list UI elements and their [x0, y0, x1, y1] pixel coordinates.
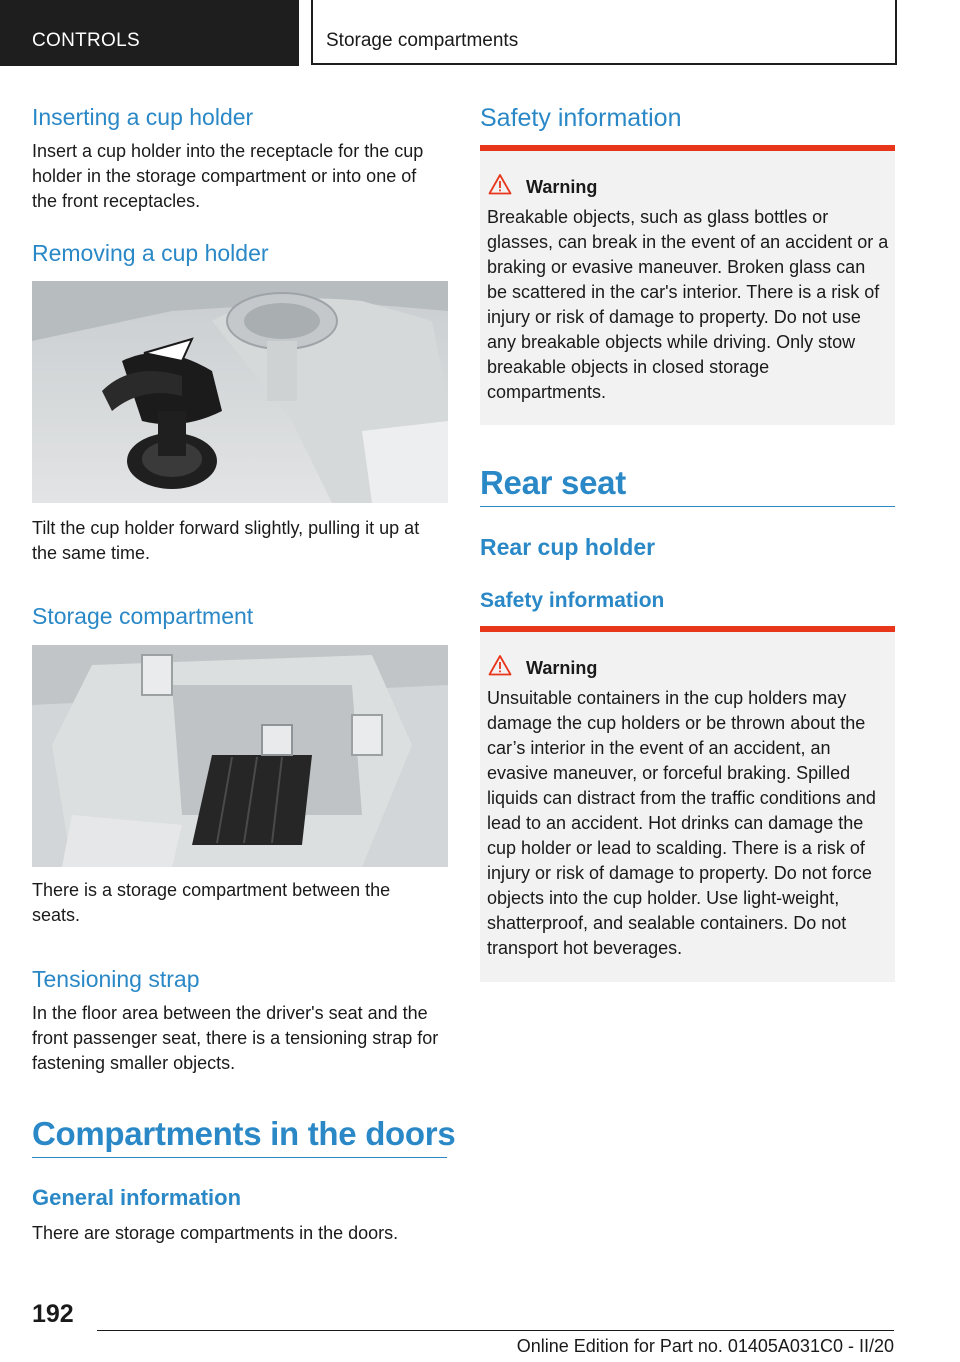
header-section-tab	[0, 0, 299, 66]
cup-holder-photo	[32, 281, 448, 503]
rear-safety-heading: Safety information	[480, 589, 665, 612]
header-chapter-box	[311, 0, 897, 65]
warning-triangle-icon	[488, 173, 512, 195]
warning-text: Breakable objects, such as glass bottles or glasses, can break in the event of an accident or a braking or evasive maneuver. Broken glass can be scattered in the car's interior. There is a risk of injury or risk of damage to property. Do not use any breakable objects while driving. Only stow breakable objects in closed storage compartments.	[487, 207, 889, 402]
header-section-label: CONTROLS	[32, 30, 140, 51]
warning-title: Warning	[526, 658, 598, 678]
storage-caption: There is a storage compartment between the seats.	[32, 880, 391, 925]
storage-compartment-illustration	[32, 645, 448, 867]
doors-heading: Compartments in the doors	[32, 1115, 456, 1152]
warning-box-breakable	[480, 145, 895, 425]
header-chapter-label: Storage compartments	[326, 30, 519, 51]
inserting-heading: Inserting a cup holder	[32, 104, 254, 130]
warning-title: Warning	[526, 177, 598, 197]
rear-cup-heading: Rear cup holder	[480, 534, 656, 560]
removing-caption: Tilt the cup holder forward slightly, pulling it up at the same time.	[32, 518, 420, 563]
rear-seat-heading: Rear seat	[480, 464, 626, 501]
storage-compartment-photo	[32, 645, 448, 867]
cup-holder-illustration	[32, 281, 448, 503]
doors-heading-rule	[32, 1157, 447, 1158]
page-number: 192	[32, 1300, 74, 1328]
rear-seat-rule	[480, 506, 895, 507]
warning-text: Unsuitable containers in the cup holders may damage the cup holders or be thrown about the car’s interior in the event of an accident, an evasive maneuver, or forceful braking. Spilled liquids can distract from the traffic conditions and lead to an accident. Hot drinks can damage the cup holder or lead to scalding. There is a risk of injury or risk of damage to property. Do not force objects into the cup holder. Use light-weight, shatterproof, and sealable containers. Do not transport hot beverages.	[487, 688, 876, 958]
inserting-text: Insert a cup holder into the receptacle for the cup holder in the storage compartment or into one of the front receptacles.	[32, 141, 424, 211]
warning-triangle-icon	[488, 654, 512, 676]
general-heading: General information	[32, 1185, 242, 1210]
removing-heading: Removing a cup holder	[32, 240, 269, 266]
storage-heading: Storage compartment	[32, 603, 254, 629]
footer-edition: Online Edition for Part no. 01405A031C0 - II/20	[516, 1336, 894, 1356]
safety-heading: Safety information	[480, 104, 682, 132]
strap-text: In the floor area between the driver's seat and the front passenger seat, there is a tensioning strap for fastening smaller objects.	[32, 1003, 439, 1073]
strap-heading: Tensioning strap	[32, 966, 200, 992]
warning-box-cup-holder	[480, 626, 895, 982]
general-text: There are storage compartments in the doors.	[32, 1223, 399, 1243]
footer-rule	[97, 1330, 894, 1331]
